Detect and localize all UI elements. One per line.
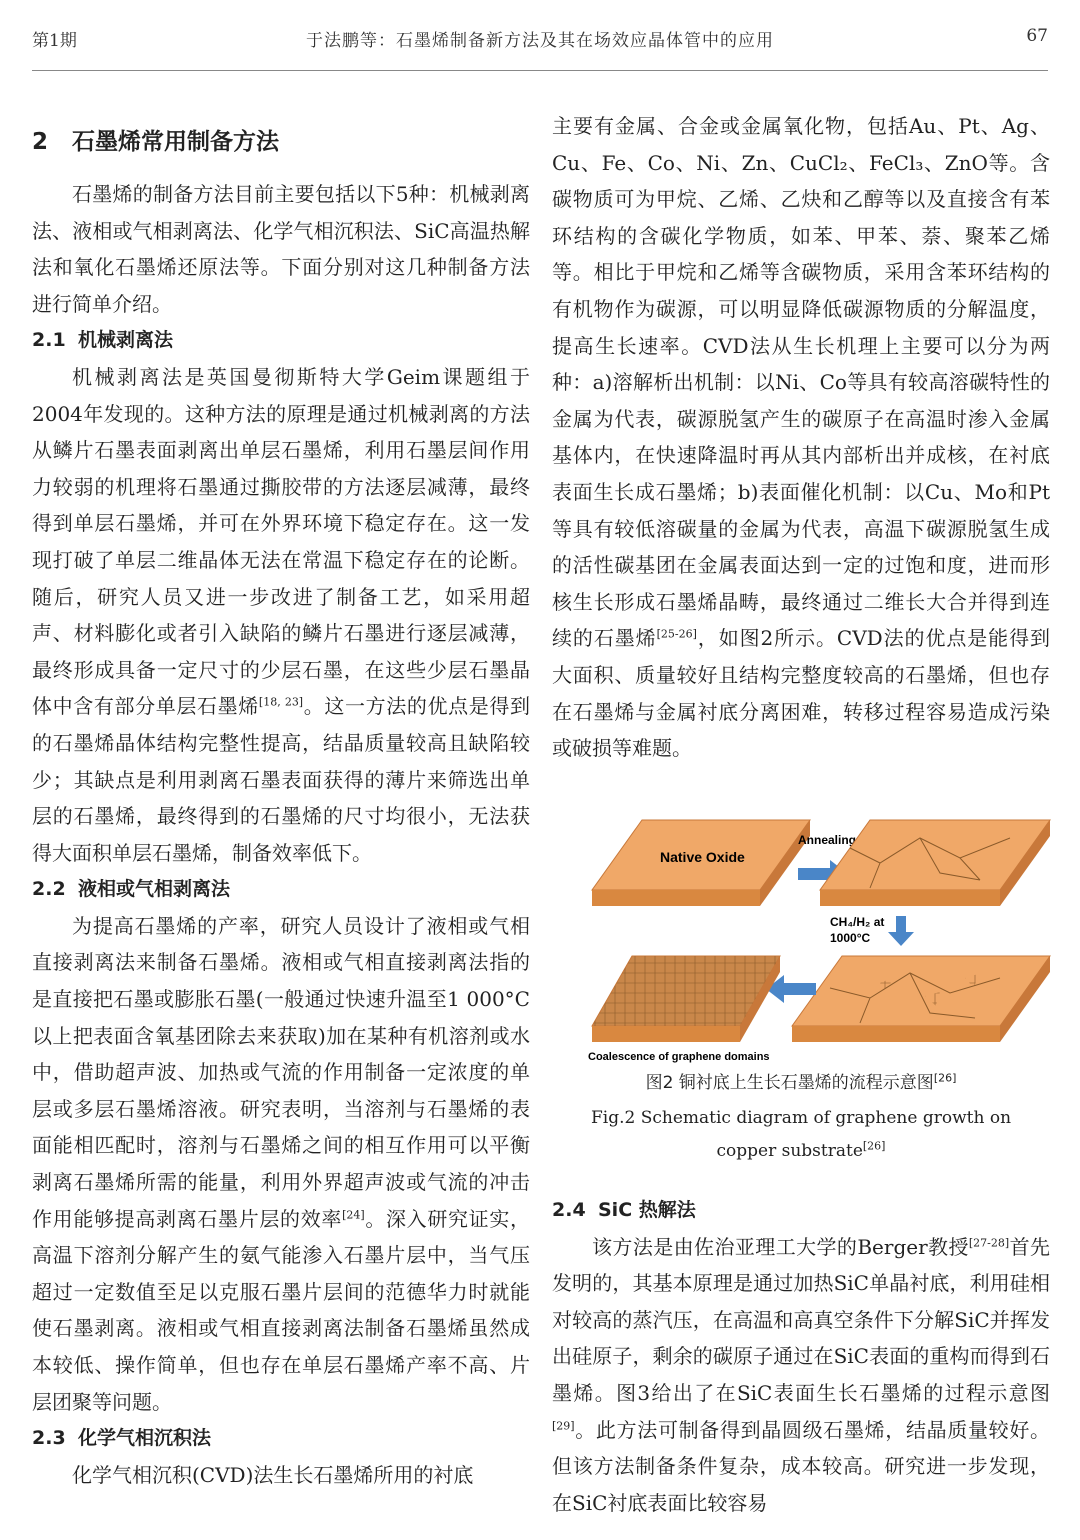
citation: [29] [552, 1418, 575, 1432]
coalescence-plate [592, 956, 780, 1042]
paragraph-text: 。这一方法的优点是得到的石墨烯晶体结构完整性提高，结晶质量较高且缺陷较少；其缺点是利用剥离石墨表面获得的薄片来筛选出单层的石墨烯，最终得到的石墨烯的尺寸均很小，无法获得大面积单层石墨烯，制备效率低下。 [32, 694, 531, 865]
section-2-4-heading [552, 1192, 1050, 1229]
nucleation-plate [792, 956, 1050, 1042]
page-header [32, 22, 1048, 52]
issue-number: 第1期 [32, 31, 77, 51]
citation: [18, 23] [258, 695, 304, 709]
section-2-2-body [32, 908, 530, 1420]
header-rule [32, 70, 1048, 71]
subsection-number: 2.2 [32, 878, 66, 901]
section-2-1-body [32, 359, 530, 871]
section-2-3-heading [32, 1420, 530, 1457]
native-oxide-label: Native Oxide [660, 849, 745, 865]
subsection-number: 2.1 [32, 329, 66, 352]
down-arrow [888, 916, 914, 946]
paragraph-text: 。深入研究证实，高温下溶剂分解产生的氨气能渗入石墨片层中，当气压超过一定数值至足以克服石墨片层间的范德华力时就能使石墨剥离。液相或气相直接剥离法制备石墨烯虽然成本较低、操作简单，但也存在单层石墨烯产率不高、片层团聚等问题。 [32, 1206, 531, 1414]
native-oxide-plate [592, 820, 810, 906]
subsection-title: 机械剥离法 [78, 329, 174, 352]
subsection-title: 化学气相沉积法 [78, 1427, 212, 1450]
right-column [552, 108, 1050, 798]
gas-label-line1: CH₄/H₂ at [830, 915, 885, 929]
right-column-bottom [552, 1192, 1050, 1521]
citation: [24] [342, 1207, 365, 1221]
citation: [25-26] [656, 627, 697, 641]
figure-2-diagram [580, 808, 1060, 1066]
section-2-intro: 石墨烯的制备方法目前主要包括以下5种：机械剥离法、液相或气相剥离法、化学气相沉积法、SiC高温热解法和氧化石墨烯还原法等。下面分别对这几种制备方法进行简单介绍。 [32, 182, 530, 316]
section-2-2-heading [32, 871, 530, 908]
paragraph-text: 该方法是由佐治亚理工大学的Berger教授 [592, 1234, 969, 1259]
citation: [26] [933, 1071, 957, 1085]
left-column [32, 108, 530, 1493]
citation: [27-28] [968, 1235, 1010, 1249]
paragraph-text: ，如图2所示。CVD法的优点是能得到大面积、质量较好且结构完整度较高的石墨烯，但也存在石墨烯与金属衬底分离困难，转移过程容易造成污染或破损等难题。 [552, 626, 1050, 761]
section-2-1-heading [32, 322, 530, 359]
gas-label-line2: 1000°C [830, 931, 871, 945]
section-number: 2 [32, 129, 49, 155]
caption-text: copper substrate [716, 1141, 863, 1161]
running-title: 于法鹏等：石墨烯制备新方法及其在场效应晶体管中的应用 [306, 31, 774, 51]
subsection-title: SiC 热解法 [598, 1199, 696, 1221]
paragraph-text: 机械剥离法是英国曼彻斯特大学Geim课题组于2004年发现的。这种方法的原理是通过机械剥离的方法从鳞片石墨表面剥离出单层石墨烯，利用石墨层间作用力较弱的机理将石墨通过撕胶带的方法逐层减薄，最终得到单层石墨烯，并可在外界环境下稳定存在。这一发现打破了单层二维晶体无法在常温下稳定存在的论断。随后，研究人员又进一步改进了制备工艺，如采用超声、材料膨化或者引入缺陷的鳞片石墨进行逐层减薄，最终形成具备一定尺寸的少层石墨，在这些少层石墨晶体中含有部分单层石墨烯 [32, 364, 530, 719]
paragraph-text: 为提高石墨烯的产率，研究人员设计了液相或气相直接剥离法来制备石墨烯。液相或气相直接剥离法指的是直接把石墨或膨胀石墨(一般通过快速升温至1 000°C以上把表面含氧基团除去来获取)加在某种有机溶剂或水中，借助超声波、加热或气流的作用制备一定浓度的单层或多层石墨烯溶液。研究表明，当溶剂与石墨烯的表面能相匹配时，溶剂与石墨烯之间的相互作用可以平衡剥离石墨烯所需的能量，利用外界超声波或气流的冲击作用能够提高剥离石墨片层的效率 [32, 913, 530, 1231]
paragraph-text: 主要有金属、合金或金属氧化物，包括Au、Pt、Ag、Cu、Fe、Co、Ni、Zn、CuCl₂、FeCl₃、ZnO等。含碳物质可为甲烷、乙烯、乙炔和乙醇等以及直接含有苯环结构的含碳化学物质，如苯、甲苯、萘、聚苯乙烯等。相比于甲烷和乙烯等含碳物质，采用含苯环结构的有机物作为碳源，可以明显降低碳源物质的分解温度，提高生长速率。CVD法从生长机理上主要可以分为两种：a)溶解析出机制：以Ni、Co等具有较高溶碳特性的金属为代表，碳源脱氢产生的碳原子在高温时渗入金属基体内，在快速降温时再从其内部析出并成核，在衬底表面生长成石墨烯；b)表面催化机制：以Cu、Mo和Pt等具有较低溶碳量的金属为代表，高温下碳源脱氢生成的活性碳基团在金属表面达到一定的过饱和度，进而形核生长形成石墨烯晶畴，最终通过二维长大合并得到连续的石墨烯 [552, 114, 1050, 651]
paragraph-text: 。此方法可制备得到晶圆级石墨烯，结晶质量较好。但该方法制备条件复杂，成本较高。研究进一步发现，在SiC衬底表面比较容易 [552, 1417, 1050, 1515]
citation: [26] [862, 1139, 886, 1153]
caption-text: 图2 铜衬底上生长石墨烯的流程示意图 [645, 1073, 934, 1093]
section-title: 石墨烯常用制备方法 [72, 129, 279, 155]
annealing-label: Annealing [798, 833, 857, 847]
figure-2-caption-en [552, 1102, 1050, 1168]
subsection-number: 2.4 [552, 1199, 586, 1221]
figure-2-caption-cn [552, 1068, 1050, 1093]
section-2-heading [32, 122, 530, 162]
caption-text: Fig.2 Schematic diagram of graphene growth on [590, 1108, 1012, 1128]
section-2-3-body [552, 108, 1050, 767]
section-2-3-body-start: 化学气相沉积(CVD)法生长石墨烯所用的衬底 [72, 1462, 474, 1487]
paragraph-text: 首先发明的，其基本原理是通过加热SiC单晶衬底，利用硅相对较高的蒸汽压，在高温和高真空条件下分解SiC并挥发出硅原子，剩余的碳原子通过在SiC表面的重构而得到石墨烯。图3给出了在SiC表面生长石墨烯的过程示意图 [552, 1234, 1051, 1405]
page-number: 67 [1026, 26, 1048, 46]
subsection-title: 液相或气相剥离法 [78, 878, 231, 901]
section-2-4-body [552, 1229, 1050, 1522]
coalescence-label: Coalescence of graphene domains [588, 1051, 770, 1063]
subsection-number: 2.3 [32, 1427, 66, 1450]
